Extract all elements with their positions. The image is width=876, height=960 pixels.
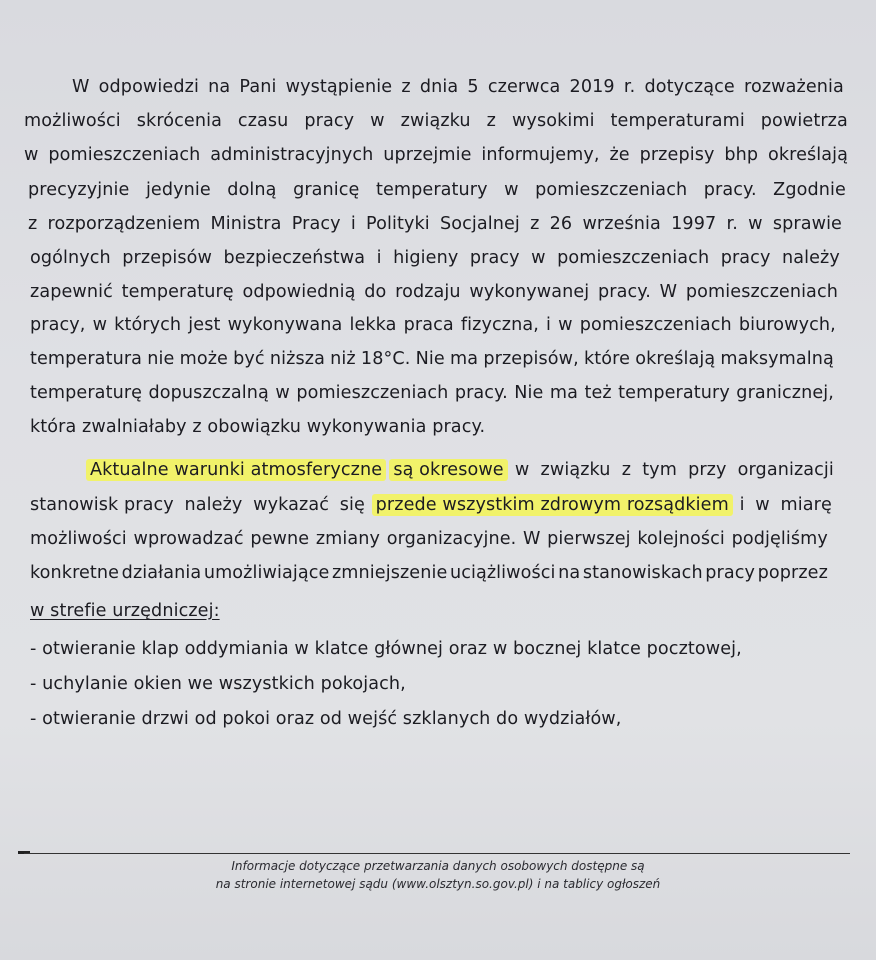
word: których — [114, 315, 182, 335]
word: września — [582, 214, 661, 234]
section-heading: w strefie urzędniczej: — [30, 601, 220, 621]
word: należy — [781, 248, 840, 268]
word: pracy — [304, 111, 355, 131]
word: ogólnych — [30, 248, 111, 268]
word: W — [659, 282, 678, 302]
footer-rule — [24, 853, 850, 854]
word: z — [486, 111, 496, 131]
word: pomieszczeniach — [685, 282, 838, 302]
word: z — [530, 214, 540, 234]
word: umożliwiające — [203, 563, 330, 583]
footer-notice-line-1: Informacje dotyczące przetwarzania danych osobowych dostępne są — [231, 859, 645, 873]
word: uprzejmie — [383, 145, 472, 165]
paragraph-2-line-1-word: organizacji — [737, 460, 834, 480]
word: sprawie — [772, 214, 842, 234]
paragraph-2-line-1 — [90, 459, 834, 481]
word: pewne — [250, 529, 310, 549]
word: możliwości — [30, 529, 127, 549]
word: do — [364, 282, 387, 302]
word: przepisów — [122, 248, 213, 268]
word: pracy. — [454, 383, 508, 403]
word: i — [376, 248, 382, 268]
word: i — [546, 315, 551, 335]
word: z — [28, 214, 38, 234]
word: 18°C. — [360, 349, 411, 369]
word: w — [275, 383, 290, 403]
paragraph-2-line-2-word: miarę — [780, 495, 832, 515]
paragraph-2-line-1-word: przy — [688, 460, 727, 480]
word: z — [401, 77, 411, 97]
paragraph-2-line-2 — [30, 494, 832, 516]
word: informujemy, — [481, 145, 600, 165]
word: skrócenia — [136, 111, 222, 131]
paragraph-2-line-2-word: się — [339, 495, 365, 515]
paragraph-1-line-3 — [24, 144, 848, 166]
word: w — [504, 180, 519, 200]
word: też — [584, 383, 612, 403]
word: wykonywanej — [469, 282, 590, 302]
paragraph-1-line-7 — [30, 281, 838, 303]
paragraph-2-line-1-word: tym — [642, 460, 677, 480]
word: lekka — [349, 315, 397, 335]
word: bhp — [724, 145, 759, 165]
word: na — [558, 563, 581, 583]
word: i — [350, 214, 356, 234]
word: związku — [400, 111, 471, 131]
word: higieny — [393, 248, 459, 268]
highlighted-phrase-2: są okresowe — [389, 459, 507, 481]
word: przepisy — [639, 145, 715, 165]
paragraph-1-line-1 — [72, 76, 844, 98]
word: 26 — [549, 214, 573, 234]
word: temperaturę — [30, 383, 143, 403]
word: temperaturę — [121, 282, 234, 302]
paragraph-2-line-2-word: i — [739, 495, 745, 515]
word: stanowiskach — [582, 563, 703, 583]
paragraph-1-line-2 — [24, 110, 848, 132]
word: wystąpienie — [285, 77, 393, 97]
paragraph-2-line-1-word: związku — [540, 460, 611, 480]
word: pierwszej — [547, 529, 631, 549]
bullet-item-1: - otwieranie klap oddymiania w klatce głównej oraz w bocznej klatce pocztowej, — [30, 639, 742, 659]
word: temperatury — [618, 383, 730, 403]
word: zapewnić — [30, 282, 113, 302]
word: określają — [767, 145, 848, 165]
word: niż — [330, 349, 356, 369]
word: Ministra — [210, 214, 282, 234]
word: precyzyjnie — [28, 180, 130, 200]
word: granicznej, — [736, 383, 834, 403]
word: jest — [188, 315, 221, 335]
word: wysokimi — [511, 111, 595, 131]
paragraph-1-line-11: która zwalniałaby z obowiązku wykonywania pracy. — [30, 417, 486, 437]
word: biurowych, — [738, 315, 836, 335]
word: pomieszczeniach — [557, 248, 710, 268]
word: 2019 — [569, 77, 615, 97]
word: kolejności — [637, 529, 725, 549]
word: 1997 — [671, 214, 717, 234]
highlighted-phrase-3: przede wszystkim zdrowym rozsądkiem — [372, 494, 733, 516]
word: Polityki — [366, 214, 430, 234]
word: praca — [403, 315, 454, 335]
word: podjęliśmy — [731, 529, 828, 549]
paragraph-1-line-9 — [30, 348, 834, 370]
word: organizacyjne. — [386, 529, 517, 549]
word: konkretne — [30, 563, 120, 583]
word: pracy — [720, 248, 771, 268]
word: pomieszczeniach — [535, 180, 688, 200]
word: pracy. — [597, 282, 651, 302]
word: rozporządzeniem — [47, 214, 201, 234]
word: zmiany — [315, 529, 381, 549]
word: rozważenia — [744, 77, 844, 97]
paragraph-2-line-1-word: z — [621, 460, 632, 480]
word: Nie — [415, 349, 445, 369]
word: że — [609, 145, 630, 165]
word: temperatura — [30, 349, 143, 369]
word: które — [583, 349, 631, 369]
paragraph-2-line-4 — [30, 562, 828, 584]
word: nie — [147, 349, 175, 369]
word: dnia — [419, 77, 459, 97]
paragraph-2-line-2-word: wykazać — [253, 495, 329, 515]
word: zmniejszenie — [331, 563, 448, 583]
word: odpowiedzi — [98, 77, 199, 97]
word: granicę — [293, 180, 360, 200]
word: może — [179, 349, 228, 369]
paragraph-1-line-10 — [30, 382, 834, 404]
word: Pani — [239, 77, 277, 97]
word: bezpieczeństwa — [223, 248, 366, 268]
word: określają — [635, 349, 716, 369]
word: temperaturami — [610, 111, 745, 131]
word: w — [370, 111, 385, 131]
word: działania — [121, 563, 202, 583]
word: uciążliwości — [449, 563, 556, 583]
word: czasu — [237, 111, 289, 131]
paragraph-2-line-2-word: należy — [184, 495, 243, 515]
paragraph-1-line-8 — [30, 314, 836, 336]
bullet-item-3: - otwieranie drzwi od pokoi oraz od wejść szklanych do wydziałów, — [30, 709, 622, 729]
bullet-item-2: - uchylanie okien we wszystkich pokojach, — [30, 674, 406, 694]
word: niższa — [269, 349, 325, 369]
word: dotyczące — [644, 77, 735, 97]
word: wykonywana — [227, 315, 343, 335]
word: Nie — [514, 383, 544, 403]
word: temperatury — [375, 180, 488, 200]
word: przepisów, — [483, 349, 579, 369]
word: Pracy — [291, 214, 341, 234]
word: czerwca — [487, 77, 561, 97]
word: być — [233, 349, 265, 369]
word: pomieszczeniach — [296, 383, 449, 403]
word: ma — [450, 349, 479, 369]
word: dolną — [227, 180, 277, 200]
word: pomieszczeniach — [48, 145, 201, 165]
word: w — [748, 214, 763, 234]
paragraph-2-line-2-word: w — [755, 495, 770, 515]
word: dopuszczalną — [148, 383, 269, 403]
word: w — [558, 315, 573, 335]
word: jedynie — [145, 180, 211, 200]
paragraph-1-line-6 — [30, 247, 840, 269]
word: W — [72, 77, 90, 97]
word: w — [531, 248, 546, 268]
paragraph-2-line-2-word: stanowisk pracy — [30, 495, 174, 515]
word: pracy — [705, 563, 756, 583]
paragraph-2-line-3 — [30, 528, 828, 550]
word: powietrza — [760, 111, 848, 131]
word: ma — [549, 383, 578, 403]
word: rodzaju — [395, 282, 461, 302]
word: wprowadzać — [133, 529, 244, 549]
word: w — [92, 315, 108, 335]
word: pracy, — [30, 315, 86, 335]
word: na — [208, 77, 231, 97]
word: Zgodnie — [773, 180, 846, 200]
paragraph-2-line-1-word: w — [514, 460, 530, 480]
word: administracyjnych — [210, 145, 374, 165]
word: możliwości — [24, 111, 121, 131]
word: r. — [726, 214, 738, 234]
word: pracy. — [703, 180, 757, 200]
word: r. — [623, 77, 636, 97]
word: w — [24, 145, 39, 165]
paragraph-1-line-4 — [28, 179, 846, 201]
word: poprzez — [757, 563, 828, 583]
word: maksymalną — [720, 349, 834, 369]
footer-notice-line-2: na stronie internetowej sądu (www.olsztyn.so.gov.pl) i na tablicy ogłoszeń — [215, 877, 661, 891]
word: pracy — [469, 248, 520, 268]
word: fizyczna, — [460, 315, 539, 335]
word: W — [523, 529, 541, 549]
highlighted-phrase-1: Aktualne warunki atmosferyczne — [86, 459, 386, 481]
word: odpowiednią — [242, 282, 356, 302]
paragraph-1-line-5 — [28, 213, 842, 235]
word: pomieszczeniach — [579, 315, 732, 335]
word: Socjalnej — [439, 214, 520, 234]
word: 5 — [467, 77, 479, 97]
